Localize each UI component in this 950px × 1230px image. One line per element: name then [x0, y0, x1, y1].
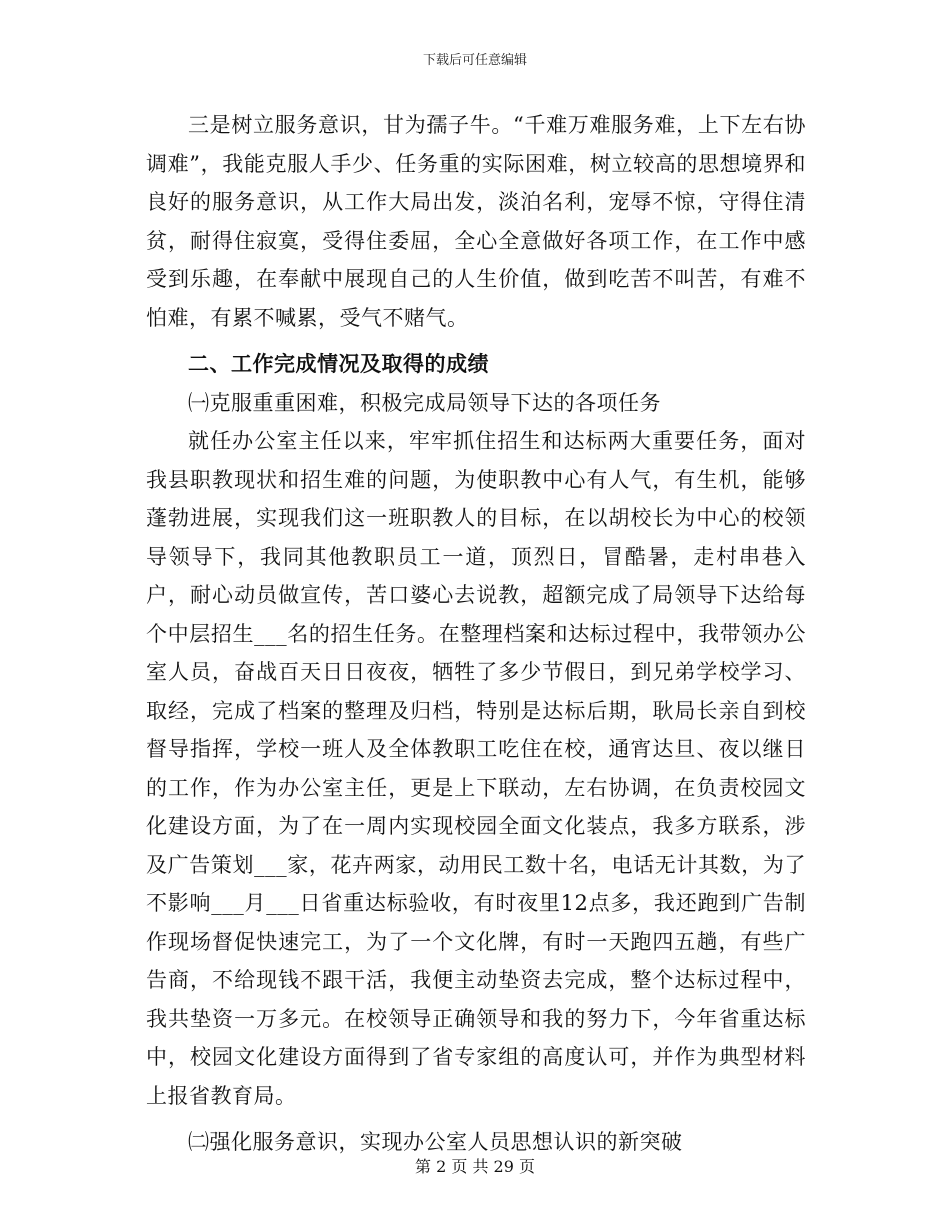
paragraph-office-director-work: 就任办公室主任以来，牢牢抓住招生和达标两大重要任务，面对我县职教现状和招生难的问题，为使职教中心有人气，有生机，能够蓬勃进展，实现我们这一班职教人的目标，在以胡校长为中心的校领导领导下，我同其他教职员工一道，顶烈日，冒酷暑，走村串巷入户，耐心动员做宣传，苦口婆心去说教，超额完成了局领导下达给每个中层招生___名的招生任务。在整理档案和达标过程中，我带领办公室人员，奋战百天日日夜夜，牺牲了多少节假日，到兄弟学校学习、取经，完成了档案的整理及归档，特别是达标后期，耿局长亲自到校督导指挥，学校一班人及全体教职工吃住在校，通宵达旦、夜以继日的工作，作为办公室主任，更是上下联动，左右协调，在负责校园文化建设方面，为了在一周内实现校园全面文化装点，我多方联系，涉及广告策划___家，花卉两家，动用民工数十名，电话无计其数，为了不影响___月___日省重达标验收，有时夜里12点多，我还跑到广告制作现场督促快速完工，为了一个文化牌，有时一天跑四五趟，有些广告商，不给现钱不跟干活，我便主动垫资去完成，整个达标过程中，我共垫资一万多元。在校领导正确领导和我的努力下，今年省重达标中，校园文化建设方面得到了省专家组的高度认可，并作为典型材料上报省教育局。 — [146, 429, 806, 1108]
document-body — [146, 106, 806, 1162]
subsection-heading-1: ㈠克服重重困难，积极完成局领导下达的各项任务 — [188, 390, 661, 415]
paragraph-service-awareness: 三是树立服务意识，甘为孺子牛。“千难万难服务难，上下左右协调难”，我能克服人手少、任务重的实际困难，树立较高的思想境界和良好的服务意识，从工作大局出发，淡泊名利，宠辱不惊，守得住清贫，耐得住寂寞，受得住委屈，全心全意做好各项工作，在工作中感受到乐趣，在奉献中展现自己的人生价值，做到吃苦不叫苦，有难不怕难，有累不喊累，受气不赌气。 — [146, 113, 806, 330]
section-heading-achievements: 二、工作完成情况及取得的成绩 — [188, 351, 489, 376]
page-header: 下载后可任意编辑 — [422, 53, 527, 68]
subsection-heading-2: ㈡强化服务意识，实现办公室人员思想认识的新突破 — [188, 1130, 683, 1154]
page-footer: 第 2 页 共 29 页 — [415, 1157, 535, 1176]
